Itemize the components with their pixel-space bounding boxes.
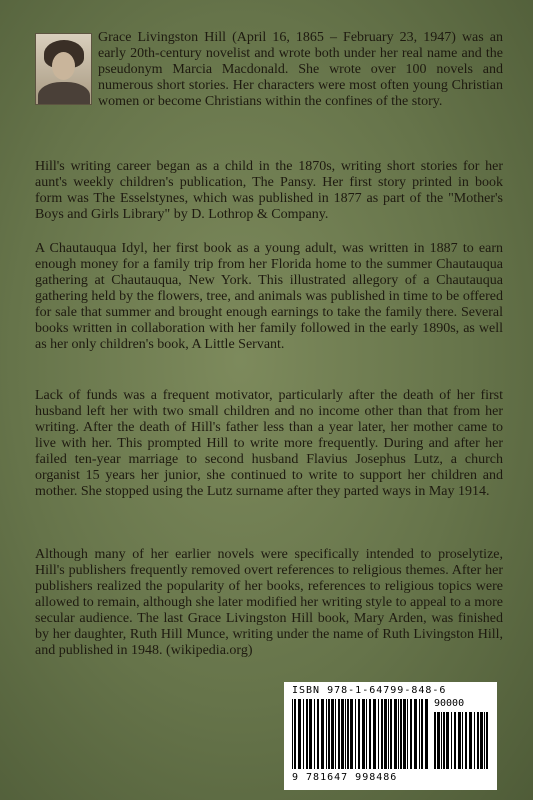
isbn-barcode: [284, 682, 497, 790]
price-barcode-bars: [434, 712, 490, 769]
bio-paragraph-1: Grace Livingston Hill (April 16, 1865 – February 23, 1947) was an early 20th-century novelist and wrote both under her real name and the pseudonym Marcia Macdonald. She wrote over 100 novels and numerous short stories. Her characters were most often young Christian women or become Christians within the confines of the story.: [98, 30, 503, 109]
bio-paragraph-3: A Chautauqua Idyl, her first book as a young adult, was written in 1887 to earn enough money for a family trip from her Florida home to the summer Chautauqua gathering at Chautauqua, New York. This illustrated allegory of a Chautauqua gathering held by the flowers, tree, and animals was published in time to be offered for sale that summer and brought enough earnings to take the family there. Several books written in collaboration with her family followed in the early 1890s, as well as her only children's book, A Little Servant.: [35, 241, 503, 352]
barcode-number: 9 781647 998486: [292, 772, 398, 783]
isbn-label: ISBN 978-1-64799-848-6: [292, 685, 447, 696]
author-portrait: [35, 33, 92, 105]
bio-paragraph-2: Hill's writing career began as a child in the 1870s, writing short stories for her aunt's weekly children's publication, The Pansy. Her first story printed in book form was The Esselstynes, which was published in 1877 as part of the "Mother's Boys and Girls Library" by D. Lothrop & Company.: [35, 159, 503, 222]
barcode-bars: [292, 699, 428, 769]
bio-paragraph-4: Lack of funds was a frequent motivator, particularly after the death of her first husband left her with two small children and no income other than that from her writing. After the death of Hill's father less than a year later, her mother came to live with her. This prompted Hill to write more frequently. During and after her failed ten-year marriage to second husband Flavius Josephus Lutz, a church organist 15 years her junior, she continued to write to support her children and mother. She stopped using the Lutz surname after they parted ways in May 1914.: [35, 388, 503, 499]
price-code: 90000: [434, 698, 465, 709]
bio-paragraph-5: Although many of her earlier novels were specifically intended to proselytize, Hill's publishers frequently removed overt references to religious themes. After her publishers realized the popularity of her books, references to religious topics were allowed to remain, although she later modified her writing style to appeal to a more secular audience. The last Grace Livingston Hill book, Mary Arden, was finished by her daughter, Ruth Hill Munce, writing under the name of Ruth Livingston Hill, and published in 1948. (wikipedia.org): [35, 547, 503, 658]
